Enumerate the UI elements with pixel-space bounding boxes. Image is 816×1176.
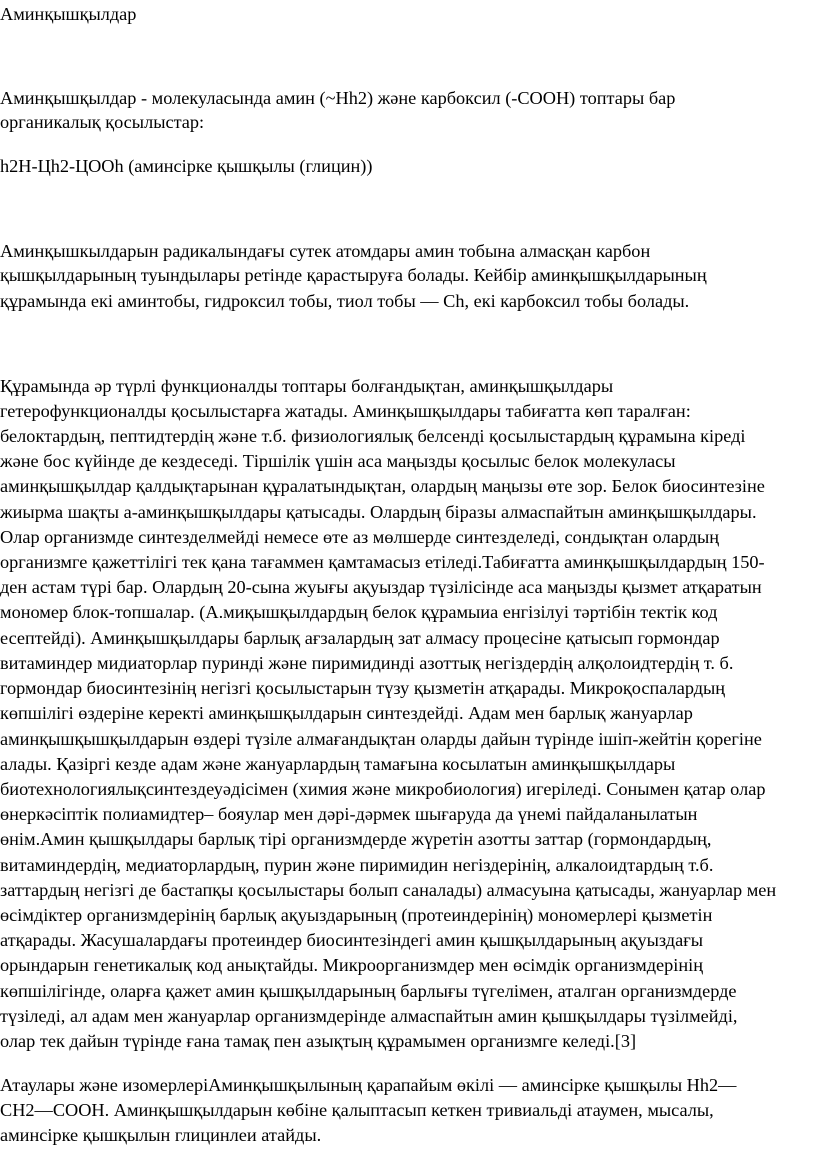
paragraph-line: орындарын генетикалық код анықтайды. Микроорганизмдер мен өсімдік организмдерінің (0, 955, 704, 975)
paragraph-line: олар тек дайын түрінде ғана тамақ пен азықтың құрамымен организмге келеді.[3] (0, 1031, 637, 1051)
paragraph-line: аминқышқылдар қалдықтарынан құралатындықтан, олардың маңызы өте зор. Белок биосинтезіне (0, 476, 765, 496)
paragraph-line: көпшілігінде, оларға қажет амин қышқылдарының барлығы түгелімен, аталган организмдерде (0, 981, 737, 1001)
paragraph-line: биотехнологиялықсинтездеуәдісімен (химия және микробиология) игеріледі. Сонымен қатар олар (0, 779, 766, 799)
paragraph-line: органикалық қосылыстар: (0, 112, 205, 132)
paragraph-line: организмге қажеттілігі тек қана тағаммен қамтамасыз етіледі.Табиғатта аминқышқылдардың 150- (0, 552, 765, 572)
paragraph-line: түзіледі, ал адам мен жануарлар организмдерінде алмаспайтын амин қышқылдары түзілмейді, (0, 1006, 738, 1026)
paragraph-line: белоктардың, пептидтердің және т.б. физиологиялық белсенді қосылыстардың құрамына кіреді (0, 426, 746, 446)
paragraph-line: Олар организмде синтезделмейді немесе өте аз мөлшерде синтезделеді, сондықтан олардың (0, 527, 720, 547)
paragraph-line: және бос күйінде де кездеседі. Тіршілік үшін аса маңызды қосылыс белок молекуласы (0, 451, 676, 471)
paragraph-line: жиырма шақты а-аминқышқылдары қатысады. Олардың біразы алмаспайтын аминқышқылдары. (0, 502, 757, 522)
paragraph-line: Құрамында әр түрлі функционалды топтары болғандықтан, аминқышқылдары (0, 376, 614, 396)
paragraph-line: Атаулары және изомерлеріАминқышқылының қарапайым өкілі — аминсірке қышқылы Нһ2— (0, 1075, 737, 1095)
paragraph-line: аминқышқышқылдарын өздері түзіле алмағандықтан оларды дайын түрінде ішіп-жейтін қорегіне (0, 729, 762, 749)
paragraph-line: Аминқышқылдар - молекуласында амин (~Нһ2) және карбоксил (-СООН) топтары бар (0, 88, 676, 108)
paragraph-line: СН2—СООН. Аминқышқылдарын көбіне қалыптасып кеткен тривиальді атаумен, мысалы, (0, 1100, 714, 1120)
formula-line: һ2Н-Цһ2-ЦООһ (аминсірке қышқылы (глицин)) (0, 156, 373, 176)
paragraph-line: көпшілігі өздеріне керекті аминқышқылдарын синтездейді. Адам мен барлық жануарлар (0, 703, 693, 723)
paragraph-line: мономер блок-топшалар. (А.миқышқылдардың белок құрамыиа енгізілуі тәртібін тектік код (0, 602, 718, 622)
paragraph-line: витаминдер мидиаторлар пуринді және пиримидинді азоттық негіздердің алқолоидтердің т. б. (0, 653, 734, 673)
paragraph-line: өнеркәсіптік полиамидтер– бояулар мен дәрі-дәрмек шығаруда да үнемі пайдаланылатын (0, 804, 698, 824)
paragraph-line: алады. Қазіргі кезде адам және жануарлардың тамағына косылатын аминқышқылдары (0, 754, 676, 774)
paragraph-line: өсімдіктер организмдерінің барлық ақуыздарының (протеиндерінің) мономерлері қызметін (0, 905, 713, 925)
paragraph-line: гетерофункционалды қосылыстарға жатады. Аминқышқылдары табиғатта көп таралған: (0, 401, 691, 421)
paragraph-line: ден астам түрі бар. Олардың 20-сына жуығы ақуыздар түзілісінде аса маңызды қызмет атқаратын (0, 577, 762, 597)
document-title: Аминқышқылдар (0, 4, 137, 24)
paragraph-line: өнім.Амин қышқылдары барлық тірі организмдерде жүретін азотты заттар (гормондардың, (0, 829, 712, 849)
paragraph-line: құрамында екі аминтобы, гидроксил тобы, тиол тобы — Сһ, екі карбоксил тобы болады. (0, 291, 690, 311)
paragraph-line: атқарады. Жасушалардағы протеиндер биосинтезіндегі амин қышқылдарының ақуыздағы (0, 930, 703, 950)
paragraph-line: заттардың негізгі де бастапқы қосылыстары болып саналады) алмасуына қатысады, жануарлар мен (0, 880, 777, 900)
paragraph-line: есептейді). Аминқышқылдары барлық ағзалардың зат алмасу процесіне қатысып гормондар (0, 628, 720, 648)
paragraph-line: аминсірке қышқылын глицинлеи атайды. (0, 1125, 322, 1145)
paragraph-line: гормондар биосинтезінің негізгі қосылыстарын түзу қызметін атқарады. Микроқоспалардың (0, 678, 726, 698)
paragraph-line: витаминдердің, медиаторлардың, пурин және пиримидин негіздерінің, алкалоидтардың т.б. (0, 855, 714, 875)
paragraph-line: Аминқышкылдарын радикалындағы сутек атомдары амин тобына алмасқан карбон (0, 241, 651, 261)
paragraph-line: қышқылдарының туындылары ретінде қарастыруға болады. Кейбір аминқышқылдарының (0, 265, 707, 285)
